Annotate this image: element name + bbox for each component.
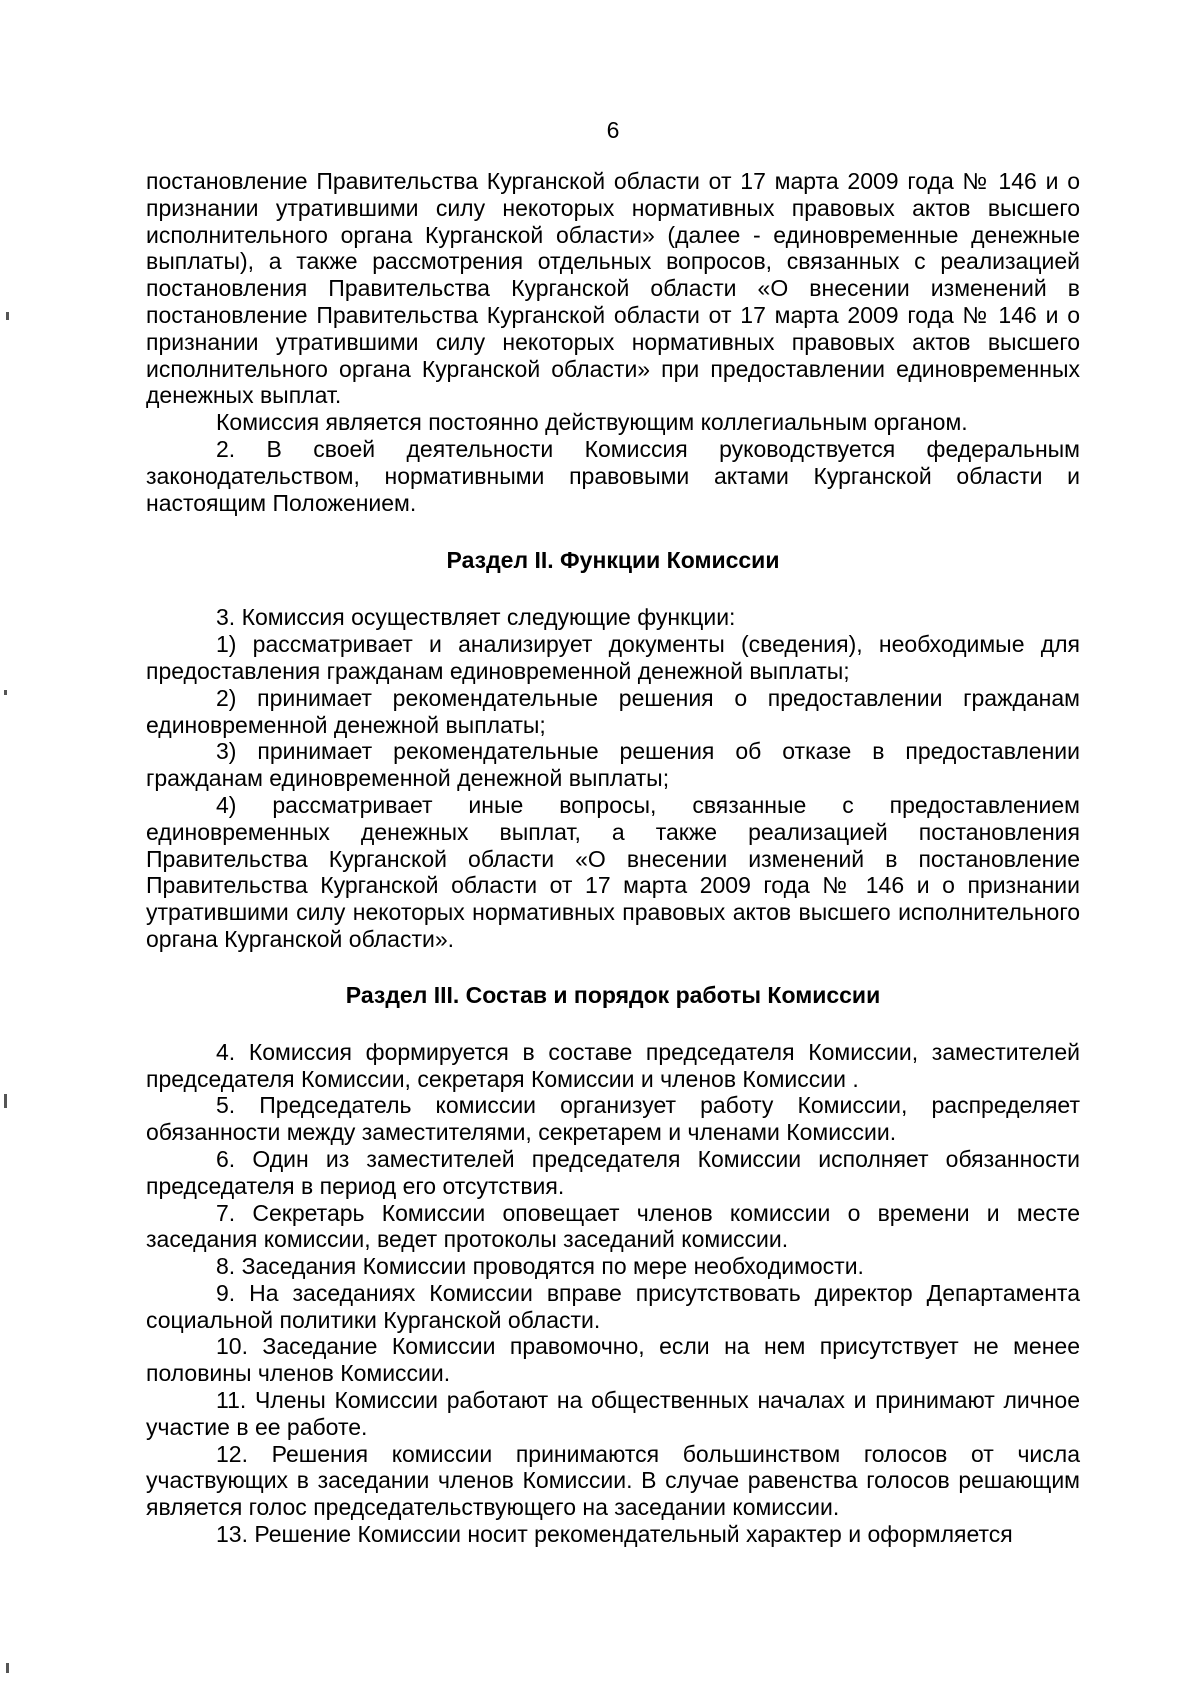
scan-speck xyxy=(4,690,7,695)
section-2-body xyxy=(146,604,1080,952)
section-heading: Раздел II. Функции Комиссии xyxy=(446,547,780,574)
paragraph: 9. На заседаниях Комиссии вправе присутствовать директор Департамента социальной политики Курганской области. xyxy=(146,1279,1080,1333)
paragraph: Комиссия является постоянно действующим коллегиальным органом. xyxy=(216,409,968,436)
page-number: 6 xyxy=(606,117,620,143)
paragraph: 10. Заседание Комиссии правомочно, если на нем присутствует не менее половины членов Комиссии. xyxy=(146,1333,1080,1387)
paragraph: 4) рассматривает иные вопросы, связанные с предоставлением единовременных денежных выплат, а также реализацией постановления Правительства Курганской области «О внесении изменений в постановление Правительства Курганской области от 17 марта 2009 года № 146 и о признании утратившими силу некоторых нормативных правовых актов высшего исполнительного органа Курганской области». xyxy=(146,791,1080,952)
intro-block xyxy=(146,168,1080,516)
paragraph: 1) рассматривает и анализирует документы (сведения), необходимые для предоставления гражданам единовременной денежной выплаты; xyxy=(146,631,1080,684)
scan-speck xyxy=(4,1094,7,1108)
paragraph: 3) принимает рекомендательные решения об отказе в предоставлении гражданам единовременной денежной выплаты; xyxy=(146,738,1080,792)
paragraph: 5. Председатель комиссии организует работу Комиссии, распределяет обязанности между заместителями, секретарем и членами Комиссии. xyxy=(146,1092,1080,1146)
paragraph: 8. Заседания Комиссии проводятся по мере необходимости. xyxy=(216,1253,864,1280)
paragraph: 3. Комиссия осуществляет следующие функции: xyxy=(216,604,736,631)
paragraph: 11. Члены Комиссии работают на общественных началах и принимают личное участие в ее работе. xyxy=(146,1387,1080,1440)
paragraph: 2. В своей деятельности Комиссия руководствуется федеральным законодательством, нормативными правовыми актами Курганской области и настоящим Положением. xyxy=(146,435,1080,516)
paragraph: 2) принимает рекомендательные решения о предоставлении гражданам единовременной денежной выплаты; xyxy=(146,684,1080,738)
paragraph: постановление Правительства Курганской области от 17 марта 2009 года № 146 и о признании утратившими силу некоторых нормативных правовых актов высшего исполнительного органа Курганской области» (далее - единовременные денежные выплаты), а также рассмотрения отдельных вопросов, связанных с реализацией постановления Правительства Курганской области «О внесении изменений в постановление Правительства Курганской области от 17 марта 2009 года № 146 и о признании утратившими силу некоторых нормативных правовых актов высшего исполнительного органа Курганской области» при предоставлении единовременных денежных выплат. xyxy=(146,168,1080,409)
section-heading: Раздел III. Состав и порядок работы Комиссии xyxy=(345,981,881,1008)
scan-speck xyxy=(6,312,9,320)
paragraph: 12. Решения комиссии принимаются большинством голосов от числа участвующих в заседании членов Комиссии. В случае равенства голосов решающим является голос председательствующего на заседании комиссии. xyxy=(146,1440,1080,1521)
section-3-body xyxy=(146,1039,1080,1548)
paragraph: 7. Секретарь Комиссии оповещает членов комиссии о времени и месте заседания комиссии, ведет протоколы заседаний комиссии. xyxy=(146,1199,1080,1253)
scan-speck xyxy=(6,1663,9,1673)
paragraph: 6. Один из заместителей председателя Комиссии исполняет обязанности председателя в период его отсутствия. xyxy=(146,1145,1080,1199)
paragraph: 13. Решение Комиссии носит рекомендательный характер и оформляется xyxy=(216,1521,1013,1548)
paragraph: 4. Комиссия формируется в составе председателя Комиссии, заместителей председателя Комиссии, секретаря Комиссии и членов Комиссии . xyxy=(146,1038,1080,1092)
